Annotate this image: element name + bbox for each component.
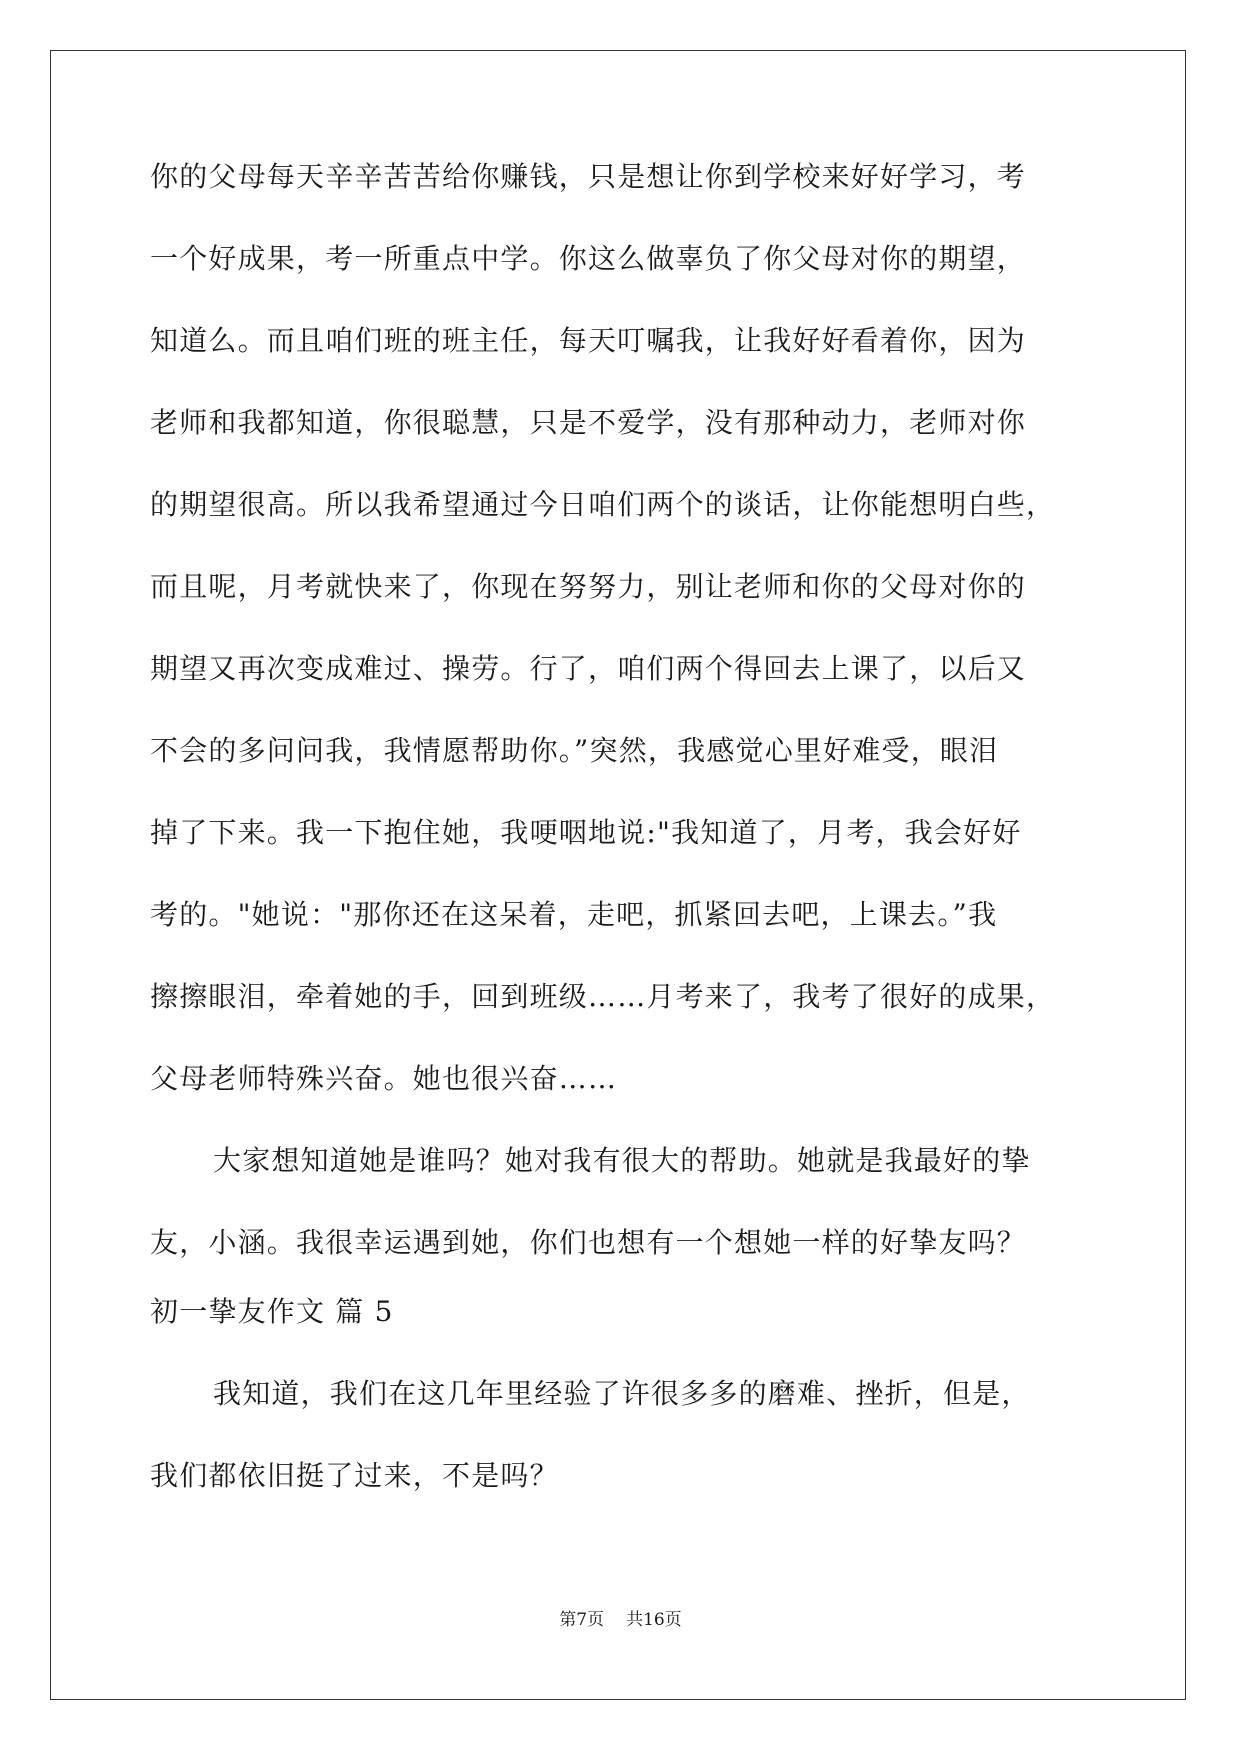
document-body	[150, 160, 1090, 1493]
total-page-count: 共16页	[626, 1610, 682, 1630]
text-line: 的期望很高。所以我希望通过今日咱们两个的谈话，让你能想明白些，	[150, 488, 1056, 521]
text-line: 友，小涵。我很幸运遇到她，你们也想有一个想她一样的好挚友吗？	[150, 1226, 1027, 1259]
paragraph-start-line: 大家想知道她是谁吗？她对我有很大的帮助。她就是我最好的挚	[213, 1144, 1031, 1177]
paragraph-start-line: 我知道，我们在这几年里经验了许很多多的磨难、挫折，但是，	[213, 1377, 1031, 1410]
text-line: 你的父母每天辛辛苦苦给你赚钱，只是想让你到学校来好好学习，考	[150, 160, 1027, 193]
text-line: 期望又再次变成难过、操劳。行了，咱们两个得回去上课了，以后又	[150, 652, 1027, 685]
page-footer	[0, 1609, 1241, 1631]
text-line: 父母老师特殊兴奋。她也很兴奋……	[150, 1062, 618, 1095]
current-page-number: 第7页	[559, 1610, 605, 1630]
text-line: 考的。"她说："那你还在这呆着，走吧，抓紧回去吧，上课去。”我	[150, 898, 998, 931]
text-line: 掉了下来。我一下抱住她，我哽咽地说:"我知道了，月考，我会好好	[150, 816, 1022, 849]
text-line: 老师和我都知道，你很聪慧，只是不爱学，没有那种动力，老师对你	[150, 406, 1027, 439]
section-heading: 初一挚友作文 篇 5	[150, 1295, 394, 1328]
text-line: 我们都依旧挺了过来，不是吗？	[150, 1459, 559, 1492]
text-line: 擦擦眼泪，牵着她的手，回到班级……月考来了，我考了很好的成果，	[150, 980, 1056, 1013]
text-line: 而且呢，月考就快来了，你现在努努力，别让老师和你的父母对你的	[150, 570, 1027, 603]
text-line: 知道么。而且咱们班的班主任，每天叮嘱我，让我好好看着你，因为	[150, 324, 1027, 357]
text-line: 一个好成果，考一所重点中学。你这么做辜负了你父母对你的期望，	[150, 242, 1027, 275]
text-line: 不会的多问问我，我情愿帮助你。”突然，我感觉心里好难受，眼泪	[150, 734, 999, 767]
